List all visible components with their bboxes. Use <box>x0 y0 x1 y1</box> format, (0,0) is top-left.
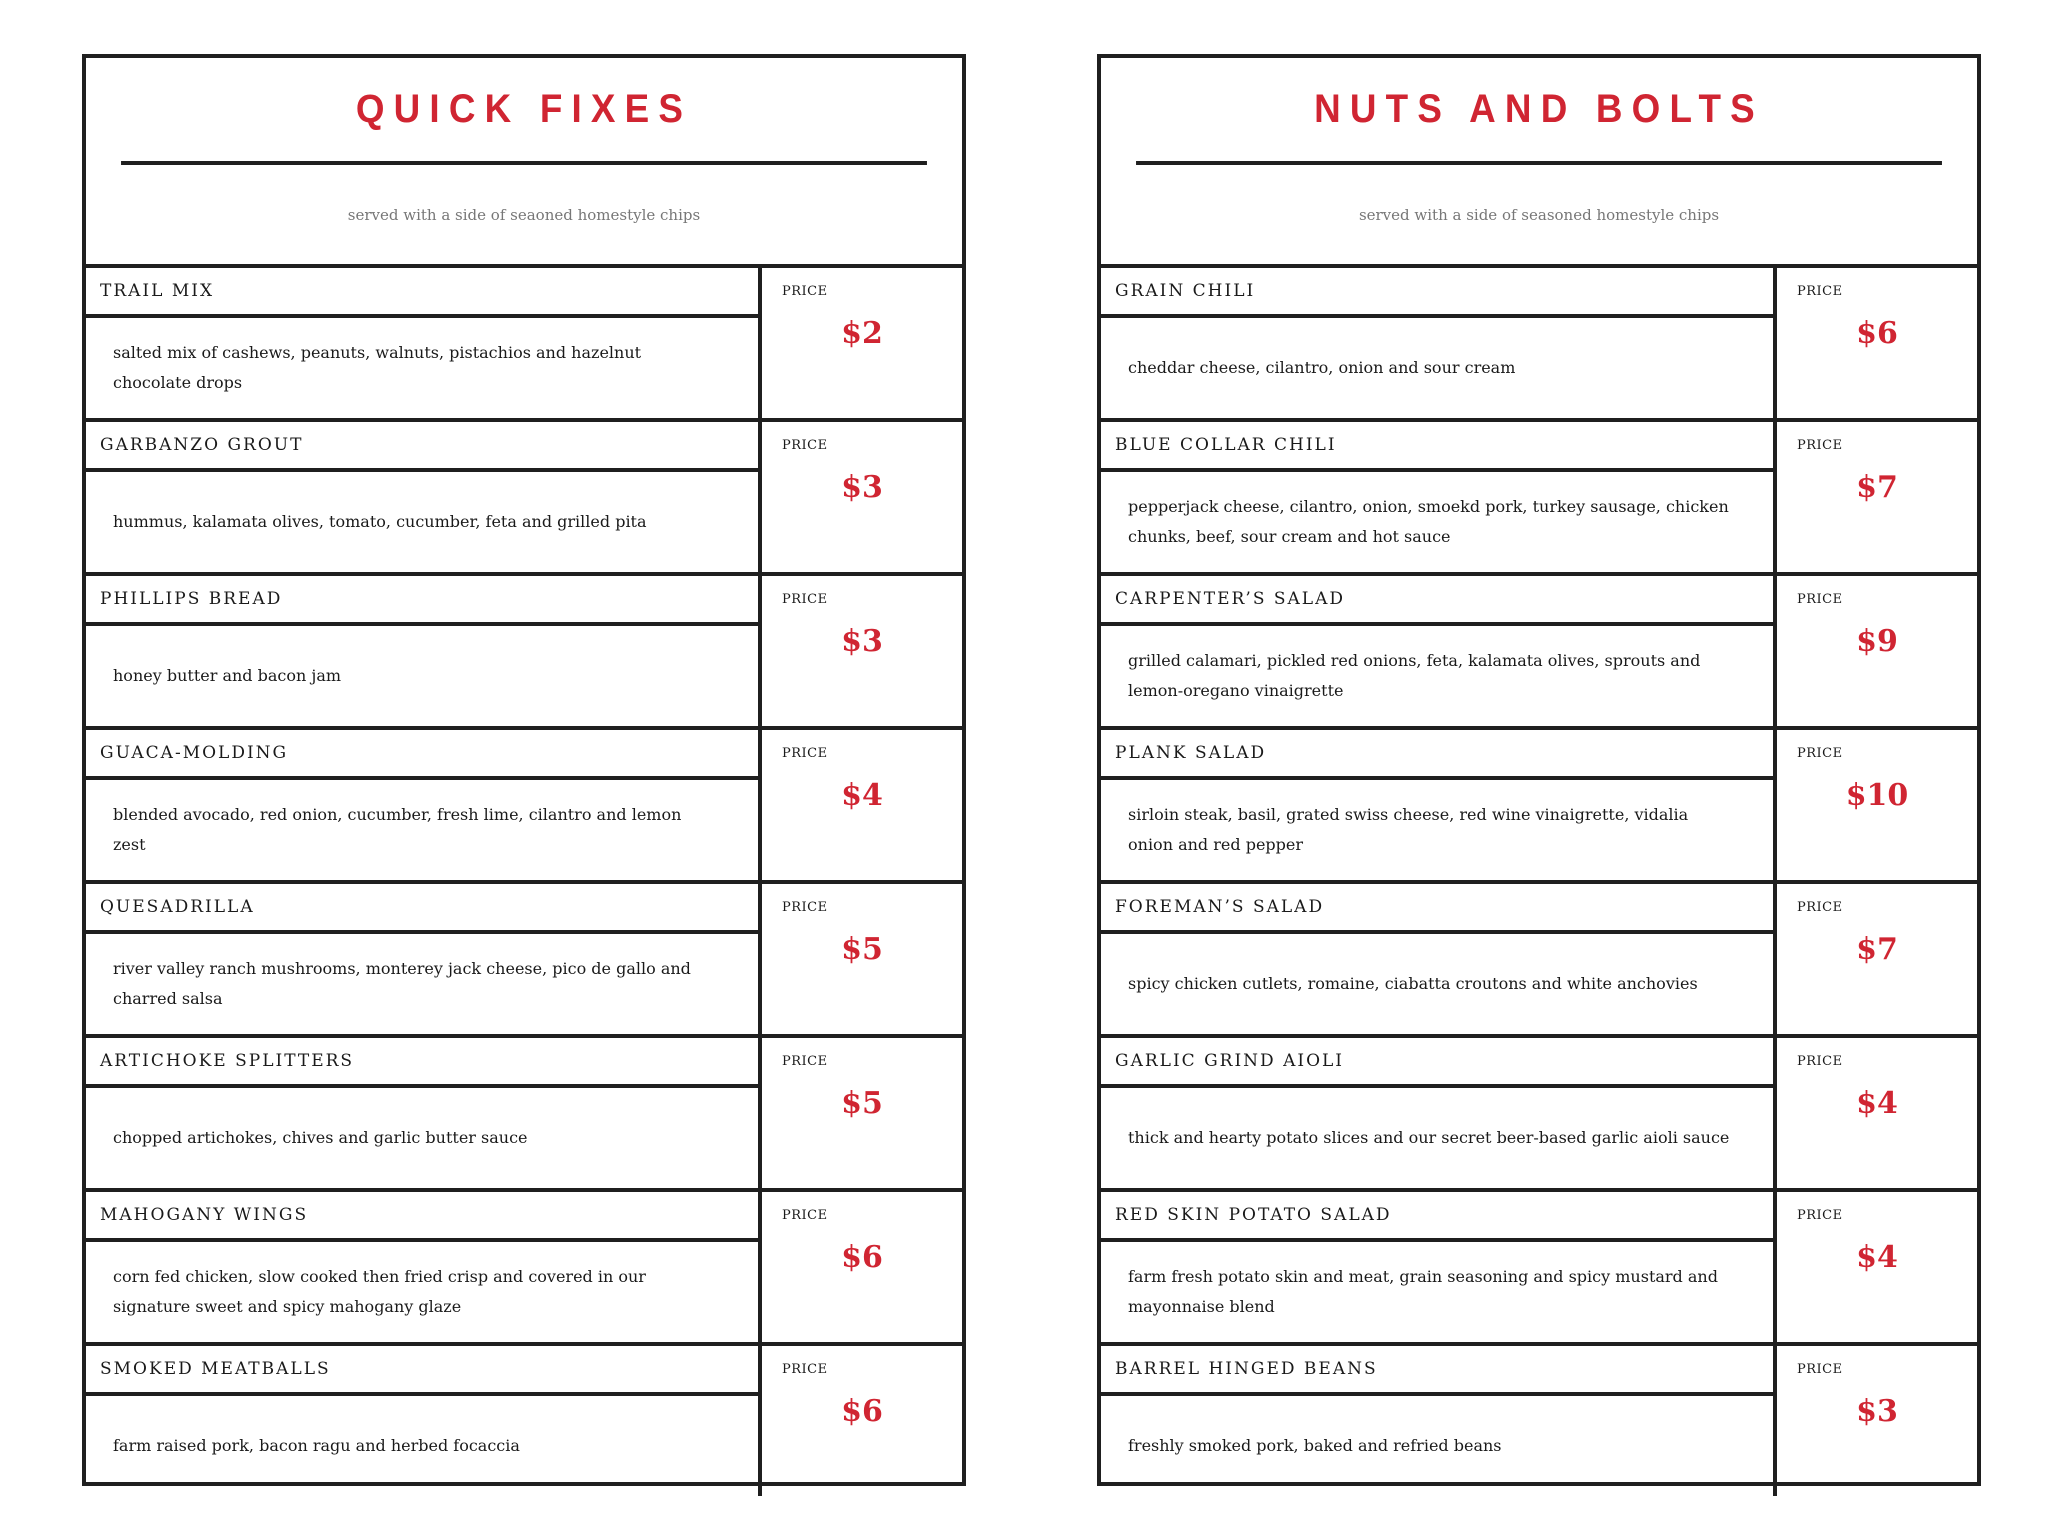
menu-item-price-cell <box>762 884 962 1034</box>
menu-item-name: FOREMAN’S SALAD <box>1101 884 1773 934</box>
menu-item <box>1101 1038 1977 1192</box>
price-label: PRICE <box>1797 746 1843 761</box>
menu-item-main <box>1101 1038 1777 1188</box>
menu-item-description: hummus, kalamata olives, tomato, cucumber, feta and grilled pita <box>113 512 647 531</box>
menu-item-price-cell <box>1777 730 1977 880</box>
price-value: $6 <box>841 1394 883 1429</box>
menu-item-main <box>86 1038 762 1188</box>
price-value: $3 <box>841 624 883 659</box>
menu-item-main <box>86 1192 762 1342</box>
price-value: $5 <box>841 932 883 967</box>
menu-item-description: blended avocado, red onion, cucumber, fresh lime, cilantro and lemon zest <box>113 805 682 854</box>
menu-item-main <box>1101 730 1777 880</box>
menu-item-description: honey butter and bacon jam <box>113 666 342 685</box>
price-label: PRICE <box>782 1208 828 1223</box>
menu-item-price-cell <box>762 576 962 726</box>
price-value: $4 <box>1856 1240 1898 1275</box>
menu-item-price-cell <box>1777 268 1977 418</box>
menu-item-main <box>1101 576 1777 726</box>
price-label: PRICE <box>1797 900 1843 915</box>
menu-item <box>86 576 962 730</box>
menu-item-main <box>86 1346 762 1496</box>
price-label: PRICE <box>782 746 828 761</box>
menu-item-description: pepperjack cheese, cilantro, onion, smoekd pork, turkey sausage, chicken chunks, beef, sour cream and hot sauce <box>1128 497 1729 546</box>
menu-item-name: MAHOGANY WINGS <box>86 1192 758 1242</box>
price-label: PRICE <box>782 900 828 915</box>
price-value: $10 <box>1845 778 1909 813</box>
price-value: $2 <box>841 316 883 351</box>
price-value: $6 <box>841 1240 883 1275</box>
menu-item-main <box>86 730 762 880</box>
menu-item-price-cell <box>762 268 962 418</box>
menu-item <box>1101 1346 1977 1496</box>
price-value: $3 <box>1856 1394 1898 1429</box>
price-label: PRICE <box>782 1054 828 1069</box>
menu-item <box>86 730 962 884</box>
menu-item-price-cell <box>762 422 962 572</box>
menu-item <box>86 1038 962 1192</box>
menu-item <box>1101 730 1977 884</box>
menu-item <box>86 884 962 1038</box>
menu-item-description: farm fresh potato skin and meat, grain seasoning and spicy mustard and mayonnaise blend <box>1128 1267 1718 1316</box>
menu-item <box>86 422 962 576</box>
menu-item-main <box>1101 1192 1777 1342</box>
menu-item-main <box>1101 422 1777 572</box>
price-value: $6 <box>1856 316 1898 351</box>
menu-item-price-cell <box>1777 1346 1977 1496</box>
price-value: $9 <box>1856 624 1898 659</box>
menu-item-name: RED SKIN POTATO SALAD <box>1101 1192 1773 1242</box>
price-value: $7 <box>1856 470 1898 505</box>
menu-item-name: PLANK SALAD <box>1101 730 1773 780</box>
menu-item-description: sirloin steak, basil, grated swiss cheese, red wine vinaigrette, vidalia onion and red pepper <box>1128 805 1689 854</box>
menu-item-description: cheddar cheese, cilantro, onion and sour cream <box>1128 358 1516 377</box>
menu-item-main <box>1101 1346 1777 1496</box>
menu-item-price-cell <box>1777 576 1977 726</box>
price-label: PRICE <box>1797 1362 1843 1377</box>
menu-item <box>86 1192 962 1346</box>
menu-subtitle: served with a side of seaoned homestyle chips <box>86 165 962 268</box>
menu-item-price-cell <box>1777 1038 1977 1188</box>
menu-panel-nuts-and-bolts <box>1097 54 1981 1486</box>
price-label: PRICE <box>1797 1208 1843 1223</box>
menu-subtitle: served with a side of seasoned homestyle chips <box>1101 165 1977 268</box>
menu-item-price-cell <box>1777 884 1977 1034</box>
price-value: $4 <box>841 778 883 813</box>
menu-item-price-cell <box>762 1192 962 1342</box>
menu-item-description: farm raised pork, bacon ragu and herbed focaccia <box>113 1436 520 1455</box>
menu-title: NUTS AND BOLTS <box>1136 58 1942 165</box>
price-value: $7 <box>1856 932 1898 967</box>
menu-item-main <box>86 884 762 1034</box>
menu-item <box>86 1346 962 1496</box>
menu-item <box>1101 422 1977 576</box>
menu-item-description: grilled calamari, pickled red onions, feta, kalamata olives, sprouts and lemon-oregano vinaigrette <box>1128 651 1701 700</box>
price-value: $4 <box>1856 1086 1898 1121</box>
menu-item-description: spicy chicken cutlets, romaine, ciabatta croutons and white anchovies <box>1128 974 1698 993</box>
menu-item <box>1101 268 1977 422</box>
menu-item <box>1101 1192 1977 1346</box>
menu-item-name: PHILLIPS BREAD <box>86 576 758 626</box>
menu-item-name: TRAIL MIX <box>86 268 758 318</box>
price-value: $5 <box>841 1086 883 1121</box>
menu-panel-quick-fixes <box>82 54 966 1486</box>
menu-item-main <box>1101 268 1777 418</box>
menu-item-name: QUESADRILLA <box>86 884 758 934</box>
price-label: PRICE <box>782 592 828 607</box>
menu-item-description: corn fed chicken, slow cooked then fried crisp and covered in our signature sweet and spicy mahogany glaze <box>113 1267 646 1316</box>
menu-item-name: ARTICHOKE SPLITTERS <box>86 1038 758 1088</box>
menu-item-main <box>86 268 762 418</box>
menu-item-name: GRAIN CHILI <box>1101 268 1773 318</box>
menu-item-name: SMOKED MEATBALLS <box>86 1346 758 1396</box>
menu-item-price-cell <box>762 730 962 880</box>
price-label: PRICE <box>1797 592 1843 607</box>
menu-item-price-cell <box>762 1038 962 1188</box>
menu-item-description: thick and hearty potato slices and our secret beer-based garlic aioli sauce <box>1128 1128 1730 1147</box>
price-label: PRICE <box>1797 438 1843 453</box>
menu-item-description: river valley ranch mushrooms, monterey jack cheese, pico de gallo and charred salsa <box>113 959 691 1008</box>
menu-item-description: salted mix of cashews, peanuts, walnuts, pistachios and hazelnut chocolate drops <box>113 343 642 392</box>
menu-item-main <box>1101 884 1777 1034</box>
price-label: PRICE <box>1797 1054 1843 1069</box>
menu-item-name: BARREL HINGED BEANS <box>1101 1346 1773 1396</box>
menu-item-name: GARLIC GRIND AIOLI <box>1101 1038 1773 1088</box>
menu-item-price-cell <box>1777 1192 1977 1342</box>
price-label: PRICE <box>782 438 828 453</box>
menu-item-price-cell <box>762 1346 962 1496</box>
menu-item-name: GUACA-MOLDING <box>86 730 758 780</box>
menu-item-name: CARPENTER’S SALAD <box>1101 576 1773 626</box>
menu-item-price-cell <box>1777 422 1977 572</box>
menu-item-name: BLUE COLLAR CHILI <box>1101 422 1773 472</box>
menu-item-description: chopped artichokes, chives and garlic butter sauce <box>113 1128 528 1147</box>
price-label: PRICE <box>1797 284 1843 299</box>
menu-item-name: GARBANZO GROUT <box>86 422 758 472</box>
menu-item-main <box>86 576 762 726</box>
price-label: PRICE <box>782 1362 828 1377</box>
menu-item <box>1101 576 1977 730</box>
menu-title: QUICK FIXES <box>121 58 927 165</box>
price-value: $3 <box>841 470 883 505</box>
price-label: PRICE <box>782 284 828 299</box>
menu-item-main <box>86 422 762 572</box>
menu-item <box>1101 884 1977 1038</box>
menu-item <box>86 268 962 422</box>
menu-item-description: freshly smoked pork, baked and refried beans <box>1128 1436 1502 1455</box>
